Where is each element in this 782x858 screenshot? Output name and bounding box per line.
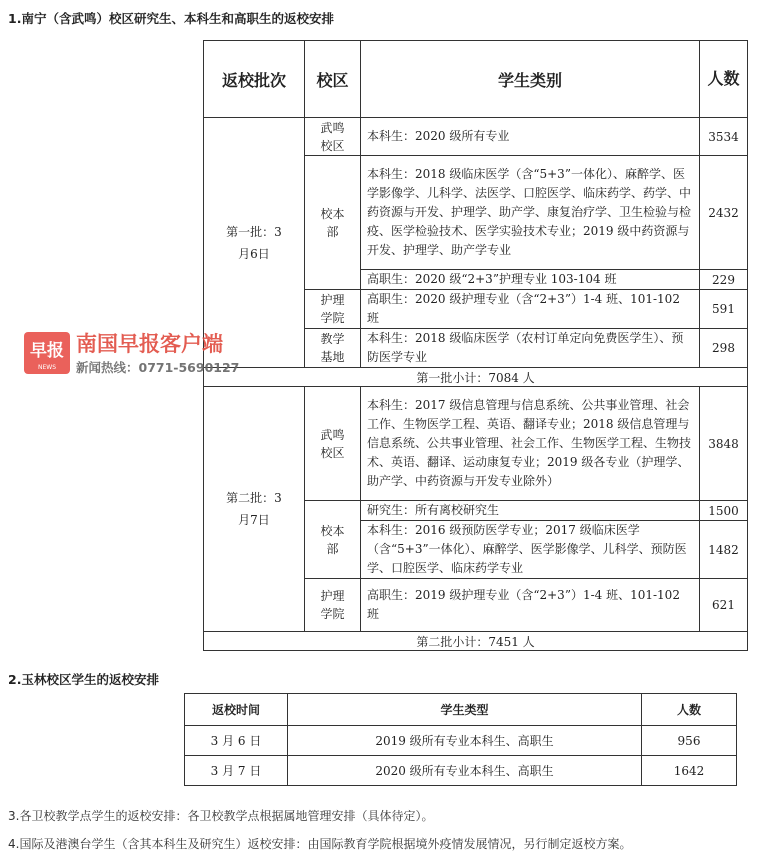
subtotal-row [204,368,748,387]
campus-cell: 护理学院 [305,579,361,632]
students-cell: 本科生：2016 级预防医学专业；2017 级临床医学（含“5+3”一体化）、麻醉学、医学影像学、儿科学、预防医学、口腔医学、临床药学专业 [361,521,700,579]
batch-label: 第二批：3月7日 [204,387,305,632]
table-row [185,726,737,756]
count-cell: 1500 [700,501,748,521]
yulin-schedule-table [184,693,737,786]
table-row [204,118,748,156]
count-cell: 1642 [642,756,737,786]
count-cell: 1482 [700,521,748,579]
time-cell: 3 月 7 日 [185,756,288,786]
batch-subtotal: 第一批小计：7084 人 [204,368,748,387]
count-cell: 298 [700,329,748,368]
table-row [185,756,737,786]
batch-label: 第一批：3月6日 [204,118,305,368]
type-cell: 2020 级所有专业本科生、高职生 [288,756,642,786]
header-students: 学生类别 [361,41,700,118]
table-header-row [204,41,748,118]
type-cell: 2019 级所有专业本科生、高职生 [288,726,642,756]
newspaper-logo-icon [24,332,70,374]
header-count: 人数 [700,41,748,118]
count-cell: 956 [642,726,737,756]
section2-title: 2.玉林校区学生的返校安排 [8,672,159,687]
time-cell: 3 月 6 日 [185,726,288,756]
header-count: 人数 [642,694,737,726]
count-cell: 3534 [700,118,748,156]
students-cell: 高职生：2020 级“2+3”护理专业 103-104 班 [361,270,700,290]
watermark-badge-sub: NEWS [37,364,57,371]
count-cell: 3848 [700,387,748,501]
students-cell: 研究生：所有离校研究生 [361,501,700,521]
students-cell: 本科生：2018 级临床医学（含“5+3”一体化）、麻醉学、医学影像学、儿科学、法医学、口腔医学、临床药学、药学、中药资源与开发、护理学、助产学、康复治疗学、卫生检验与检疫、医学检验技术、医学实验技术专业；2019 级中药资源与开发、护理学、助产学专业 [361,156,700,270]
header-type: 学生类型 [288,694,642,726]
table-header-row [185,694,737,726]
students-cell: 本科生：2020 级所有专业 [361,118,700,156]
campus-cell: 校本部 [305,501,361,579]
campus-cell: 校本部 [305,156,361,290]
count-cell: 229 [700,270,748,290]
header-time: 返校时间 [185,694,288,726]
students-cell: 高职生：2019 级护理专业（含“2+3”）1-4 班、101-102 班 [361,579,700,632]
table-row [204,387,748,501]
subtotal-row [204,632,748,651]
watermark-title: 南国早报客户端 [76,332,223,356]
watermark-badge-text: 早报 [30,341,64,361]
count-cell: 591 [700,290,748,329]
campus-cell: 武鸣校区 [305,387,361,501]
students-cell: 高职生：2020 级护理专业（含“2+3”）1-4 班、101-102 班 [361,290,700,329]
newspaper-watermark [24,328,264,378]
students-cell: 本科生：2017 级信息管理与信息系统、公共事业管理、社会工作、生物医学工程、英语、翻译专业；2018 级信息管理与信息系统、公共事业管理、社会工作、生物医学工程、生物技术、英语、翻译、运动康复专业；2019 级各专业（护理学、助产学、中药资源与开发专业除外） [361,387,700,501]
paragraph-4: 4.国际及港澳台学生（含其本科生及研究生）返校安排：由国际教育学院根据境外疫情发展情况，另行制定返校方案。 [8,837,632,851]
nanning-schedule-table [203,40,748,651]
count-cell: 2432 [700,156,748,270]
paragraph-3: 3.各卫校教学点学生的返校安排：各卫校教学点根据属地管理安排（具体待定）。 [8,809,434,823]
count-cell: 621 [700,579,748,632]
batch-subtotal: 第二批小计：7451 人 [204,632,748,651]
header-campus: 校区 [305,41,361,118]
section1-title: 1.南宁（含武鸣）校区研究生、本科生和高职生的返校安排 [8,11,334,26]
watermark-hotline: 新闻热线：0771-5690127 [76,360,240,375]
students-cell: 本科生：2018 级临床医学（农村订单定向免费医学生）、预防医学专业 [361,329,700,368]
campus-cell: 护理学院 [305,290,361,329]
campus-cell: 武鸣校区 [305,118,361,156]
campus-cell: 教学基地 [305,329,361,368]
header-batch: 返校批次 [204,41,305,118]
